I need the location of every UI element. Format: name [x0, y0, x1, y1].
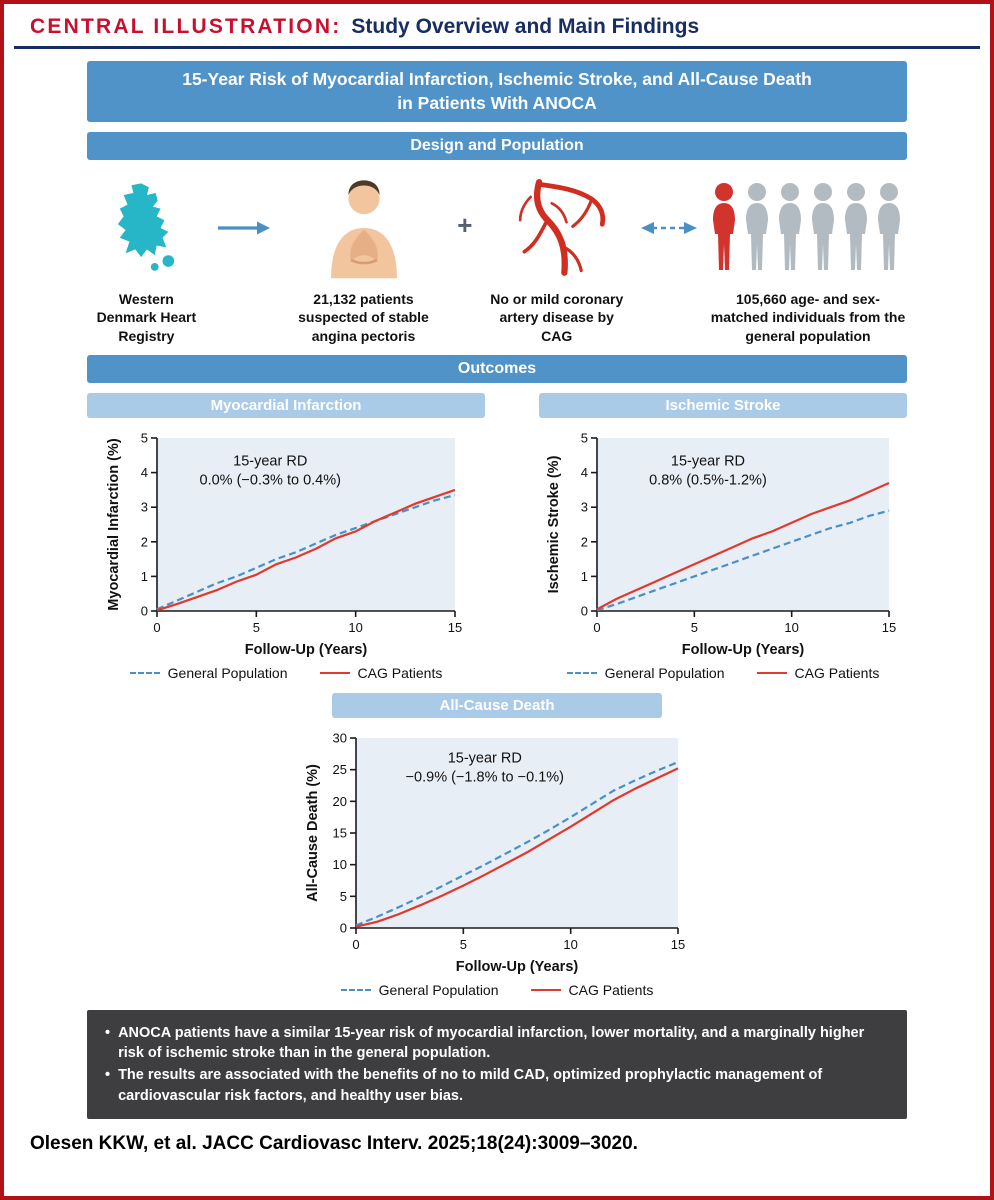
- design-item-label: Western Denmark Heart Registry: [96, 291, 197, 344]
- svg-text:0: 0: [580, 603, 588, 619]
- svg-text:15-year RD: 15-year RD: [670, 453, 746, 470]
- svg-text:Ischemic Stroke (%): Ischemic Stroke (%): [546, 455, 562, 594]
- svg-text:5: 5: [459, 936, 467, 952]
- finding-text-2: The results are associated with the benefits of no to mild CAD, optimized prophylactic management of cardiovascular risk factors, and healthy user bias.: [118, 1067, 823, 1104]
- chart-title-all-cause-death: All-Cause Death: [332, 693, 662, 718]
- patient-icon: [312, 172, 416, 284]
- svg-text:15: 15: [881, 619, 897, 635]
- design-item-cag: [484, 172, 629, 345]
- dashed-line-sample: [130, 672, 160, 674]
- svg-text:0: 0: [140, 603, 148, 619]
- svg-text:15-year RD: 15-year RD: [233, 453, 308, 470]
- legend-ischemic-stroke: [567, 665, 880, 681]
- svg-text:15-year RD: 15-year RD: [447, 750, 522, 767]
- design-and-population-row: [87, 172, 907, 345]
- citation: Olesen KKW, et al. JACC Cardiovasc Interv. 2025;18(24):3009–3020.: [30, 1133, 638, 1154]
- masthead: [4, 4, 990, 44]
- svg-text:10: 10: [784, 619, 799, 635]
- svg-text:4: 4: [140, 464, 148, 480]
- svg-text:20: 20: [332, 793, 347, 809]
- coronary-arteries-icon: [496, 172, 618, 284]
- legend-label-general: General Population: [604, 664, 725, 681]
- svg-text:1: 1: [580, 568, 588, 584]
- svg-text:0: 0: [352, 936, 360, 952]
- design-item-label: 105,660 age- and sex-matched individuals from the general population: [710, 291, 906, 344]
- key-findings-box: [87, 1010, 907, 1119]
- design-item-registry: [87, 172, 206, 345]
- chart-title-ischemic-stroke: Ischemic Stroke: [539, 393, 907, 418]
- solid-line-sample: [531, 989, 561, 991]
- dashed-line-sample: [341, 989, 371, 991]
- svg-text:Follow-Up (Years): Follow-Up (Years): [244, 641, 368, 658]
- svg-text:5: 5: [140, 430, 148, 446]
- finding-bullet-2: [105, 1065, 889, 1106]
- figure-title-bar: [87, 61, 907, 122]
- panel-myocardial-infarction: [87, 393, 485, 681]
- svg-text:10: 10: [332, 856, 347, 872]
- population-icon: [709, 172, 907, 284]
- legend-label-general: General Population: [167, 664, 288, 681]
- panel-all-cause-death: [282, 693, 712, 998]
- svg-text:2: 2: [580, 534, 588, 550]
- eyebrow-label: CENTRAL ILLUSTRATION:: [30, 15, 342, 38]
- svg-text:Follow-Up (Years): Follow-Up (Years): [681, 641, 805, 658]
- svg-text:4: 4: [580, 464, 588, 480]
- denmark-map-icon: [112, 172, 180, 284]
- ischemic-stroke-chart: [543, 426, 903, 661]
- legend-label-cag: CAG Patients: [794, 664, 880, 681]
- svg-text:0.0% (−0.3% to 0.4%): 0.0% (−0.3% to 0.4%): [199, 472, 341, 489]
- svg-text:3: 3: [140, 499, 148, 515]
- svg-text:3: 3: [580, 499, 588, 515]
- svg-text:10: 10: [348, 619, 363, 635]
- page-title: Study Overview and Main Findings: [351, 15, 700, 38]
- masthead-divider: [14, 46, 980, 49]
- svg-text:5: 5: [580, 430, 588, 446]
- bullet-glyph: •: [105, 1067, 111, 1084]
- svg-text:1: 1: [140, 568, 148, 584]
- svg-text:0: 0: [153, 619, 161, 635]
- figure-body: [87, 61, 907, 1119]
- svg-text:25: 25: [332, 761, 347, 777]
- svg-text:15: 15: [670, 936, 686, 952]
- figure-title-line2: in Patients With ANOCA: [397, 92, 597, 113]
- section-header-outcomes: Outcomes: [87, 355, 907, 383]
- section-header-design: Design and Population: [87, 132, 907, 160]
- svg-text:15: 15: [332, 825, 347, 841]
- design-item-label: No or mild coronary artery disease by CAG: [490, 291, 624, 344]
- figure-title-line1: 15-Year Risk of Myocardial Infarction, Ischemic Stroke, and All-Cause Death: [182, 69, 812, 89]
- svg-text:0.8% (0.5%-1.2%): 0.8% (0.5%-1.2%): [649, 472, 767, 489]
- svg-text:0: 0: [339, 920, 347, 936]
- legend-label-cag: CAG Patients: [568, 981, 654, 998]
- arrow-right-icon: [218, 220, 270, 241]
- legend-label-cag: CAG Patients: [357, 664, 443, 681]
- svg-text:30: 30: [332, 730, 347, 746]
- myocardial-infarction-chart: [103, 426, 469, 661]
- plus-icon: +: [457, 210, 473, 241]
- svg-text:5: 5: [690, 619, 698, 635]
- design-item-label: 21,132 patients suspected of stable angina pectoris: [298, 291, 429, 344]
- all-cause-death-chart: [302, 726, 692, 978]
- svg-text:Follow-Up (Years): Follow-Up (Years): [455, 958, 579, 975]
- finding-bullet-1: [105, 1023, 889, 1064]
- dashed-line-sample: [567, 672, 597, 674]
- svg-text:15: 15: [447, 619, 463, 635]
- design-item-patients: [282, 172, 446, 345]
- legend-myocardial-infarction: [130, 665, 443, 681]
- legend-all-cause-death: [341, 982, 654, 998]
- svg-text:10: 10: [563, 936, 578, 952]
- svg-text:Myocardial Infarction (%): Myocardial Infarction (%): [106, 438, 122, 611]
- outcome-charts-row: [87, 393, 907, 681]
- svg-text:All-Cause Death (%): All-Cause Death (%): [305, 763, 321, 902]
- dashed-double-arrow-icon: [641, 220, 697, 241]
- svg-text:5: 5: [252, 619, 260, 635]
- svg-text:0: 0: [593, 619, 601, 635]
- svg-text:5: 5: [339, 888, 347, 904]
- chart-title-myocardial-infarction: Myocardial Infarction: [87, 393, 485, 418]
- finding-text-1: ANOCA patients have a similar 15-year risk of myocardial infarction, lower mortality, and a marginally higher risk of ischemic stroke than in the general population.: [118, 1024, 865, 1062]
- legend-label-general: General Population: [378, 981, 499, 998]
- panel-ischemic-stroke: [539, 393, 907, 681]
- design-item-population: [709, 172, 907, 345]
- svg-text:2: 2: [140, 534, 148, 550]
- solid-line-sample: [757, 672, 787, 674]
- solid-line-sample: [320, 672, 350, 674]
- svg-text:−0.9% (−1.8% to −0.1%): −0.9% (−1.8% to −0.1%): [405, 769, 564, 786]
- bullet-glyph: •: [105, 1024, 111, 1041]
